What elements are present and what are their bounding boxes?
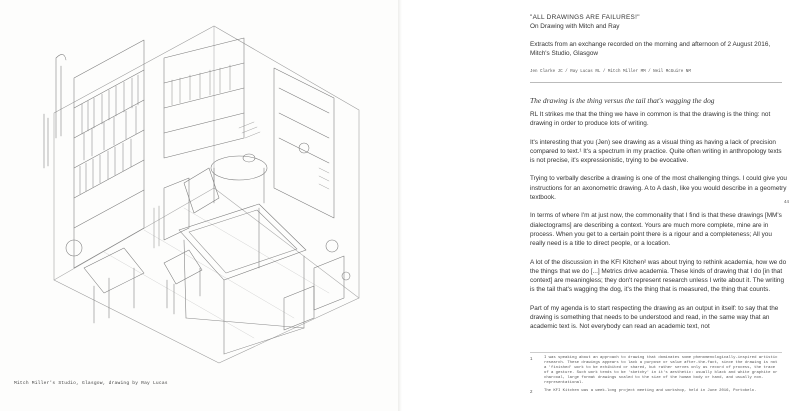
body-paragraph: A lot of the discussion in the KFI Kitchen² was about trying to rethink academia, how we do the things that we do [...] Metrics drive academia. These kinds of drawing that I do [in that context] are meaningless; they don't represent research unless I write about it. The writing is the tail that's wagging the dog, it's the thing that is measured, the thing that counts. <box>530 258 787 294</box>
footnote-divider <box>530 352 782 353</box>
body-paragraph: Part of my agenda is to start respecting the drawing as an output in itself: to say that the drawing is something that needs to be understood and read, in the same way that an academic text is. Not everybody can read an academic text, not <box>530 304 779 331</box>
drawing-caption: Mitch Miller's Studio, Glasgow, drawing by Ray Lucas <box>14 381 168 386</box>
studio-drawing <box>14 18 384 366</box>
footnotes <box>530 352 780 396</box>
article-intro: Extracts from an exchange recorded on the morning and afternoon of 2 August 2016, Mitch's Studio, Glasgow <box>530 41 771 57</box>
body-paragraph: It's interesting that you (Jen) see drawing as a visual thing as having a lack of precision compared to text.¹ It's a spectrum in my practice. Quite often writing in anthropology texts is not precise, it's expressionistic, trying to be evocative. <box>530 138 782 165</box>
article-subtitle: On Drawing with Mitch and Ray <box>530 23 620 30</box>
footnote-text: The KFI Kitchen was a week-long project meeting and workshop, held in June 2016, Portobelo. <box>544 388 757 393</box>
page-number: 44 <box>784 199 789 204</box>
footnote-number: 2 <box>530 388 533 394</box>
body-text <box>530 110 788 341</box>
header-divider <box>530 82 782 83</box>
footnote <box>530 356 780 387</box>
footnote-number: 1 <box>530 356 533 361</box>
body-paragraph: RL It strikes me that the thing we have in common is that the drawing is the thing: not drawing in order to produce lots of writing. <box>530 111 771 128</box>
section-heading: The drawing is the thing versus the tail that's wagging the dog <box>530 96 715 105</box>
right-page <box>402 0 800 411</box>
body-paragraph: Trying to verbally describe a drawing is one of the most challenging things. I could give you instructions for an axonometric drawing. A to A dash, like you would describe in a geometry textbook. <box>530 175 787 202</box>
author-list: Jen Clarke JC / Ray Lucas RL / Mitch Miller MM / Neil McGuire NM <box>530 70 691 74</box>
footnote-text: I was speaking about an approach to drawing that dominates some phenomenologically-inspired artistic research. These drawings appears to lack a purpose or value after-the-fact, since the drawing is not a 'finished' work to be exhibited or shared, but rather serves only as record of process, the trace of a gesture. Such work tends to be 'sketchy' in it's aesthetic: usually black and white graphite or charcoal, large format drawings scaled to the size of the human body or hand, and usually non-representational. <box>544 356 778 386</box>
footnote <box>530 389 780 394</box>
body-paragraph: In terms of where I'm at just now, the commonality that I find is that these drawings [MM's dialectograms] are describing a context. Yours are much more complete, mine are in process. When you get to a certain point there is a rigour and a completeness; All you really need is a title to direct people, or a location. <box>530 212 782 248</box>
article-title: "ALL DRAWINGS ARE FAILURES!" <box>530 14 640 21</box>
